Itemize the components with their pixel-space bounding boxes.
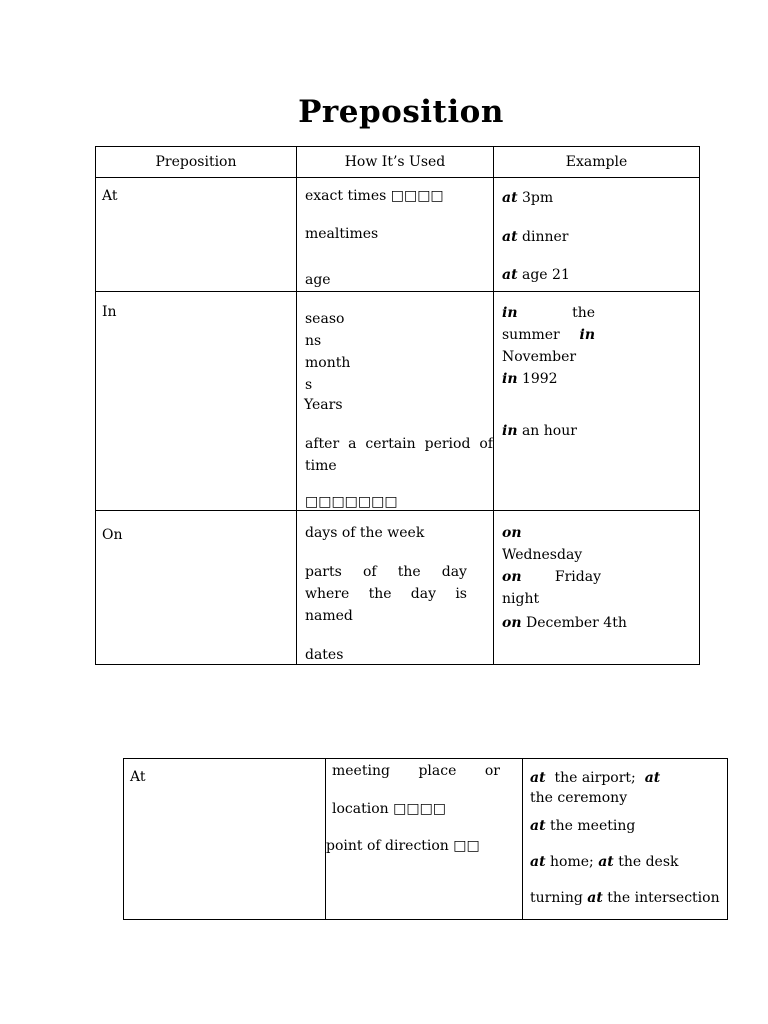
table-row (96, 511, 700, 665)
usage-cell (297, 178, 494, 292)
example-line: the ceremony (530, 790, 628, 806)
header-example: Example (494, 147, 700, 178)
usage-cell (297, 511, 494, 665)
example-line: on (502, 525, 522, 541)
example-line: summer in (502, 327, 595, 343)
example-line: at age 21 (502, 267, 570, 283)
preposition-cell (96, 511, 297, 665)
usage-line: s (305, 377, 313, 393)
example-line: in 1992 (502, 371, 558, 387)
example-line: Wednesday (502, 547, 583, 563)
example-line: on December 4th (502, 615, 627, 631)
preposition-cell (96, 292, 297, 511)
usage-cell (326, 759, 523, 920)
preposition-label: On (102, 527, 123, 543)
header-how-used: How It’s Used (297, 147, 494, 178)
example-line: November (502, 349, 577, 365)
example-line: in an hour (502, 423, 577, 439)
usage-line: dates (305, 647, 344, 663)
usage-line-justified: where the day is (305, 586, 467, 602)
usage-line: named (305, 608, 353, 624)
usage-line: seaso (305, 311, 345, 327)
example-line: turning at the intersection (530, 890, 720, 906)
example-line: at the meeting (530, 818, 636, 834)
usage-line: point of direction □□ (326, 838, 480, 854)
table-row (96, 178, 700, 292)
example-line: in the (502, 305, 595, 321)
preposition-table-continued (123, 758, 728, 920)
example-cell (494, 178, 700, 292)
preposition-cell (124, 759, 326, 920)
example-cell (494, 511, 700, 665)
example-line: at home; at the desk (530, 854, 679, 870)
usage-cell (297, 292, 494, 511)
usage-line: exact times □□□□ (305, 188, 444, 204)
preposition-label: In (102, 304, 117, 320)
example-cell (523, 759, 728, 920)
usage-line: Years (304, 397, 343, 413)
usage-line-justified: parts of the day (305, 564, 467, 580)
preposition-label: At (130, 769, 146, 785)
usage-line: □□□□□□□ (305, 494, 398, 510)
usage-line: location □□□□ (332, 801, 447, 817)
example-line: night (502, 591, 540, 607)
example-line: at 3pm (502, 190, 554, 206)
preposition-cell (96, 178, 297, 292)
preposition-table (95, 146, 700, 665)
usage-line: age (305, 272, 331, 288)
table-header-row (96, 147, 700, 178)
example-line: on Friday (502, 569, 601, 585)
usage-line: days of the week (305, 525, 425, 541)
header-preposition: Preposition (96, 147, 297, 178)
table-row (124, 759, 728, 920)
usage-line-justified: meeting place or (332, 763, 500, 779)
usage-line: ns (305, 333, 322, 349)
example-line: at the airport; at (530, 770, 661, 786)
page-title: Preposition (298, 94, 504, 130)
example-line: at dinner (502, 229, 569, 245)
usage-line: time (305, 458, 337, 474)
preposition-label: At (102, 188, 118, 204)
table-row (96, 292, 700, 511)
usage-line: month (305, 355, 351, 371)
example-cell (494, 292, 700, 511)
usage-line-justified: after a certain period of (305, 436, 493, 452)
usage-line: mealtimes (305, 226, 379, 242)
